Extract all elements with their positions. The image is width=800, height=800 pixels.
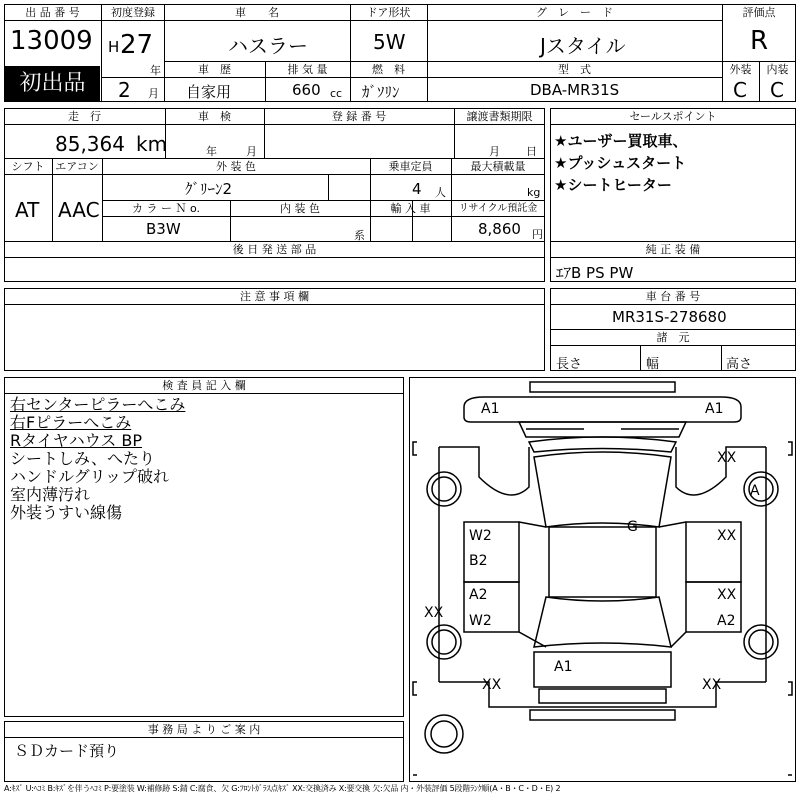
lot-number: 13009 [10, 26, 93, 56]
max-load-label: 最大積載量 [470, 160, 526, 173]
inspector-note: 室内薄汚れ [10, 485, 91, 504]
era: H [108, 38, 120, 56]
transfer-day-unit: 日 [526, 145, 537, 158]
equipment-label: 純 正 装 備 [645, 243, 701, 256]
car-name-label: 車 名 [235, 6, 279, 19]
inspector-note: 外装うすい線傷 [10, 503, 123, 522]
mark-rear-right: XX [702, 677, 722, 693]
interior-score: C [770, 78, 784, 102]
mark-front-right: A1 [705, 401, 724, 417]
dim-height: 高さ [726, 357, 753, 372]
history-label: 車 歴 [198, 63, 231, 76]
grade-value: Jスタイル [540, 34, 626, 58]
inspector-note: ハンドルグリップ破れ [10, 467, 170, 486]
capacity-value: 4 [412, 180, 422, 198]
mark-left-front-door-1: W2 [469, 528, 492, 544]
displacement-unit: cc [330, 87, 343, 100]
shift-value: AT [15, 198, 40, 222]
mark-right-front-door: XX [717, 528, 737, 544]
model-label: 型 式 [558, 63, 591, 76]
displacement-value: 660 [292, 81, 321, 99]
color-no-value: B3W [146, 220, 181, 238]
reg-no-label: 登 録 番 号 [331, 110, 387, 123]
chassis-no-label: 車 台 番 号 [645, 290, 701, 303]
inspector-note: シートしみ、へたり [10, 449, 155, 468]
inspector-note: 右Fピラーへこみ [10, 413, 132, 432]
car-diagram [409, 377, 796, 782]
sales-point-3: ★シートヒーター [554, 176, 672, 194]
fuel-value: ｶﾞｿﾘﾝ [362, 83, 400, 101]
fuel-label: 燃 料 [372, 63, 405, 76]
mileage-label: 走 行 [68, 110, 101, 123]
mark-roof: G [627, 519, 638, 535]
inspection-label: 車 検 [198, 110, 231, 123]
dim-length: 長さ [556, 357, 583, 372]
inspection-month-unit: 月 [246, 145, 257, 158]
doors-value: 5W [373, 30, 406, 54]
mark-left-rear-door-1: A2 [469, 587, 488, 603]
score-value: R [750, 26, 769, 56]
mark-right-rear-door-2: A2 [717, 613, 736, 629]
import-label: 輸 入 車 [390, 202, 431, 215]
ext-color-value: ｸﾞﾘｰﾝ2 [185, 180, 233, 198]
chassis-no-value: MR31S-278680 [612, 308, 727, 326]
mark-rear-pillar: A1 [554, 659, 573, 675]
capacity-unit: 人 [435, 186, 446, 199]
dimensions-label: 諸 元 [656, 331, 690, 344]
mark-left-front-door-2: B2 [469, 553, 488, 569]
mark-left-rear-door-2: W2 [469, 613, 492, 629]
sales-point-2: ★プッシュスタート [554, 154, 687, 172]
recycle-label: リサイクル預託金 [458, 203, 538, 214]
int-color-unit: 系 [354, 229, 365, 242]
lot-no-label: 出 品 番 号 [25, 6, 80, 19]
inspector-label: 検 査 員 記 入 欄 [162, 379, 246, 392]
capacity-label: 乗車定員 [388, 160, 433, 173]
reg-month: 2 [118, 78, 131, 102]
inspector-note: Rタイヤハウス BP [10, 431, 143, 450]
office-label: 事 務 局 よ り ご 案 内 [147, 723, 261, 736]
office-note: ＳＤカード預り [14, 742, 120, 760]
later-parts-label: 後 日 発 送 部 品 [232, 243, 317, 256]
shift-label: シフト [11, 160, 45, 173]
reg-month-unit: 月 [148, 87, 159, 100]
color-no-label: カ ラ ー Ｎ o. [131, 202, 201, 215]
mark-rear-left: XX [482, 677, 502, 693]
mileage-value: 85,364 [55, 132, 125, 156]
car-name: ハスラー [228, 34, 308, 58]
inspector-note: 右センターピラーへこみ [10, 395, 186, 414]
displacement-label: 排 気 量 [287, 63, 328, 76]
notes-label: 注 意 事 項 欄 [240, 290, 309, 303]
first-reg-label: 初度登録 [111, 6, 155, 19]
aircon-label: エアコン [55, 160, 99, 173]
aircon-value: AAC [58, 198, 100, 222]
mark-right-front-tire: A [750, 483, 760, 499]
int-color-label: 内 装 色 [280, 202, 320, 215]
exterior-score: C [733, 78, 747, 102]
reg-year-unit: 年 [150, 64, 161, 77]
transfer-due-label: 譲渡書類期限 [466, 110, 533, 123]
mark-right-front-fender: XX [717, 450, 737, 466]
doors-label: ドア形状 [366, 6, 411, 19]
interior-label: 内装 [766, 63, 789, 76]
score-label: 評価点 [742, 6, 776, 19]
history-value: 自家用 [186, 83, 232, 101]
recycle-value: 8,860 [478, 220, 521, 238]
inspection-year-unit: 年 [206, 145, 217, 158]
first-listing-badge: 初出品 [5, 66, 100, 101]
equipment-value: ｴｱB PS PW [556, 264, 634, 282]
exterior-label: 外装 [729, 63, 752, 76]
transfer-month-unit: 月 [489, 145, 500, 158]
ext-color-label: 外 装 色 [216, 160, 256, 173]
mileage-unit: km [136, 132, 168, 156]
legend: A:ｷｽﾞ U:ﾍｺﾐ B:ｷｽﾞを伴うﾍｺﾐ P:要塗装 W:補修跡 S:錆 C:腐食、欠 G:ﾌﾛﾝﾄｶﾞﾗｽ点ｷｽﾞ XX:交換済み X:要交換 欠:欠品 内・外装評価 5段階ﾗﾝｸ順(A・B・C・D・E) 2 [4, 784, 561, 793]
mark-right-rear-door-1: XX [717, 587, 737, 603]
reg-year: 27 [120, 30, 154, 60]
recycle-unit: 円 [532, 228, 543, 241]
mark-front-left: A1 [481, 401, 500, 417]
mark-left-rear-fender: XX [424, 605, 444, 621]
sales-points-label: セールスポイント [629, 110, 717, 123]
model-value: DBA-MR31S [530, 81, 620, 99]
dim-width: 幅 [646, 357, 660, 372]
max-load-unit: kg [527, 186, 541, 199]
sales-point-1: ★ユーザー買取車、 [554, 132, 688, 150]
grade-label: グ レ ー ド [536, 6, 613, 19]
